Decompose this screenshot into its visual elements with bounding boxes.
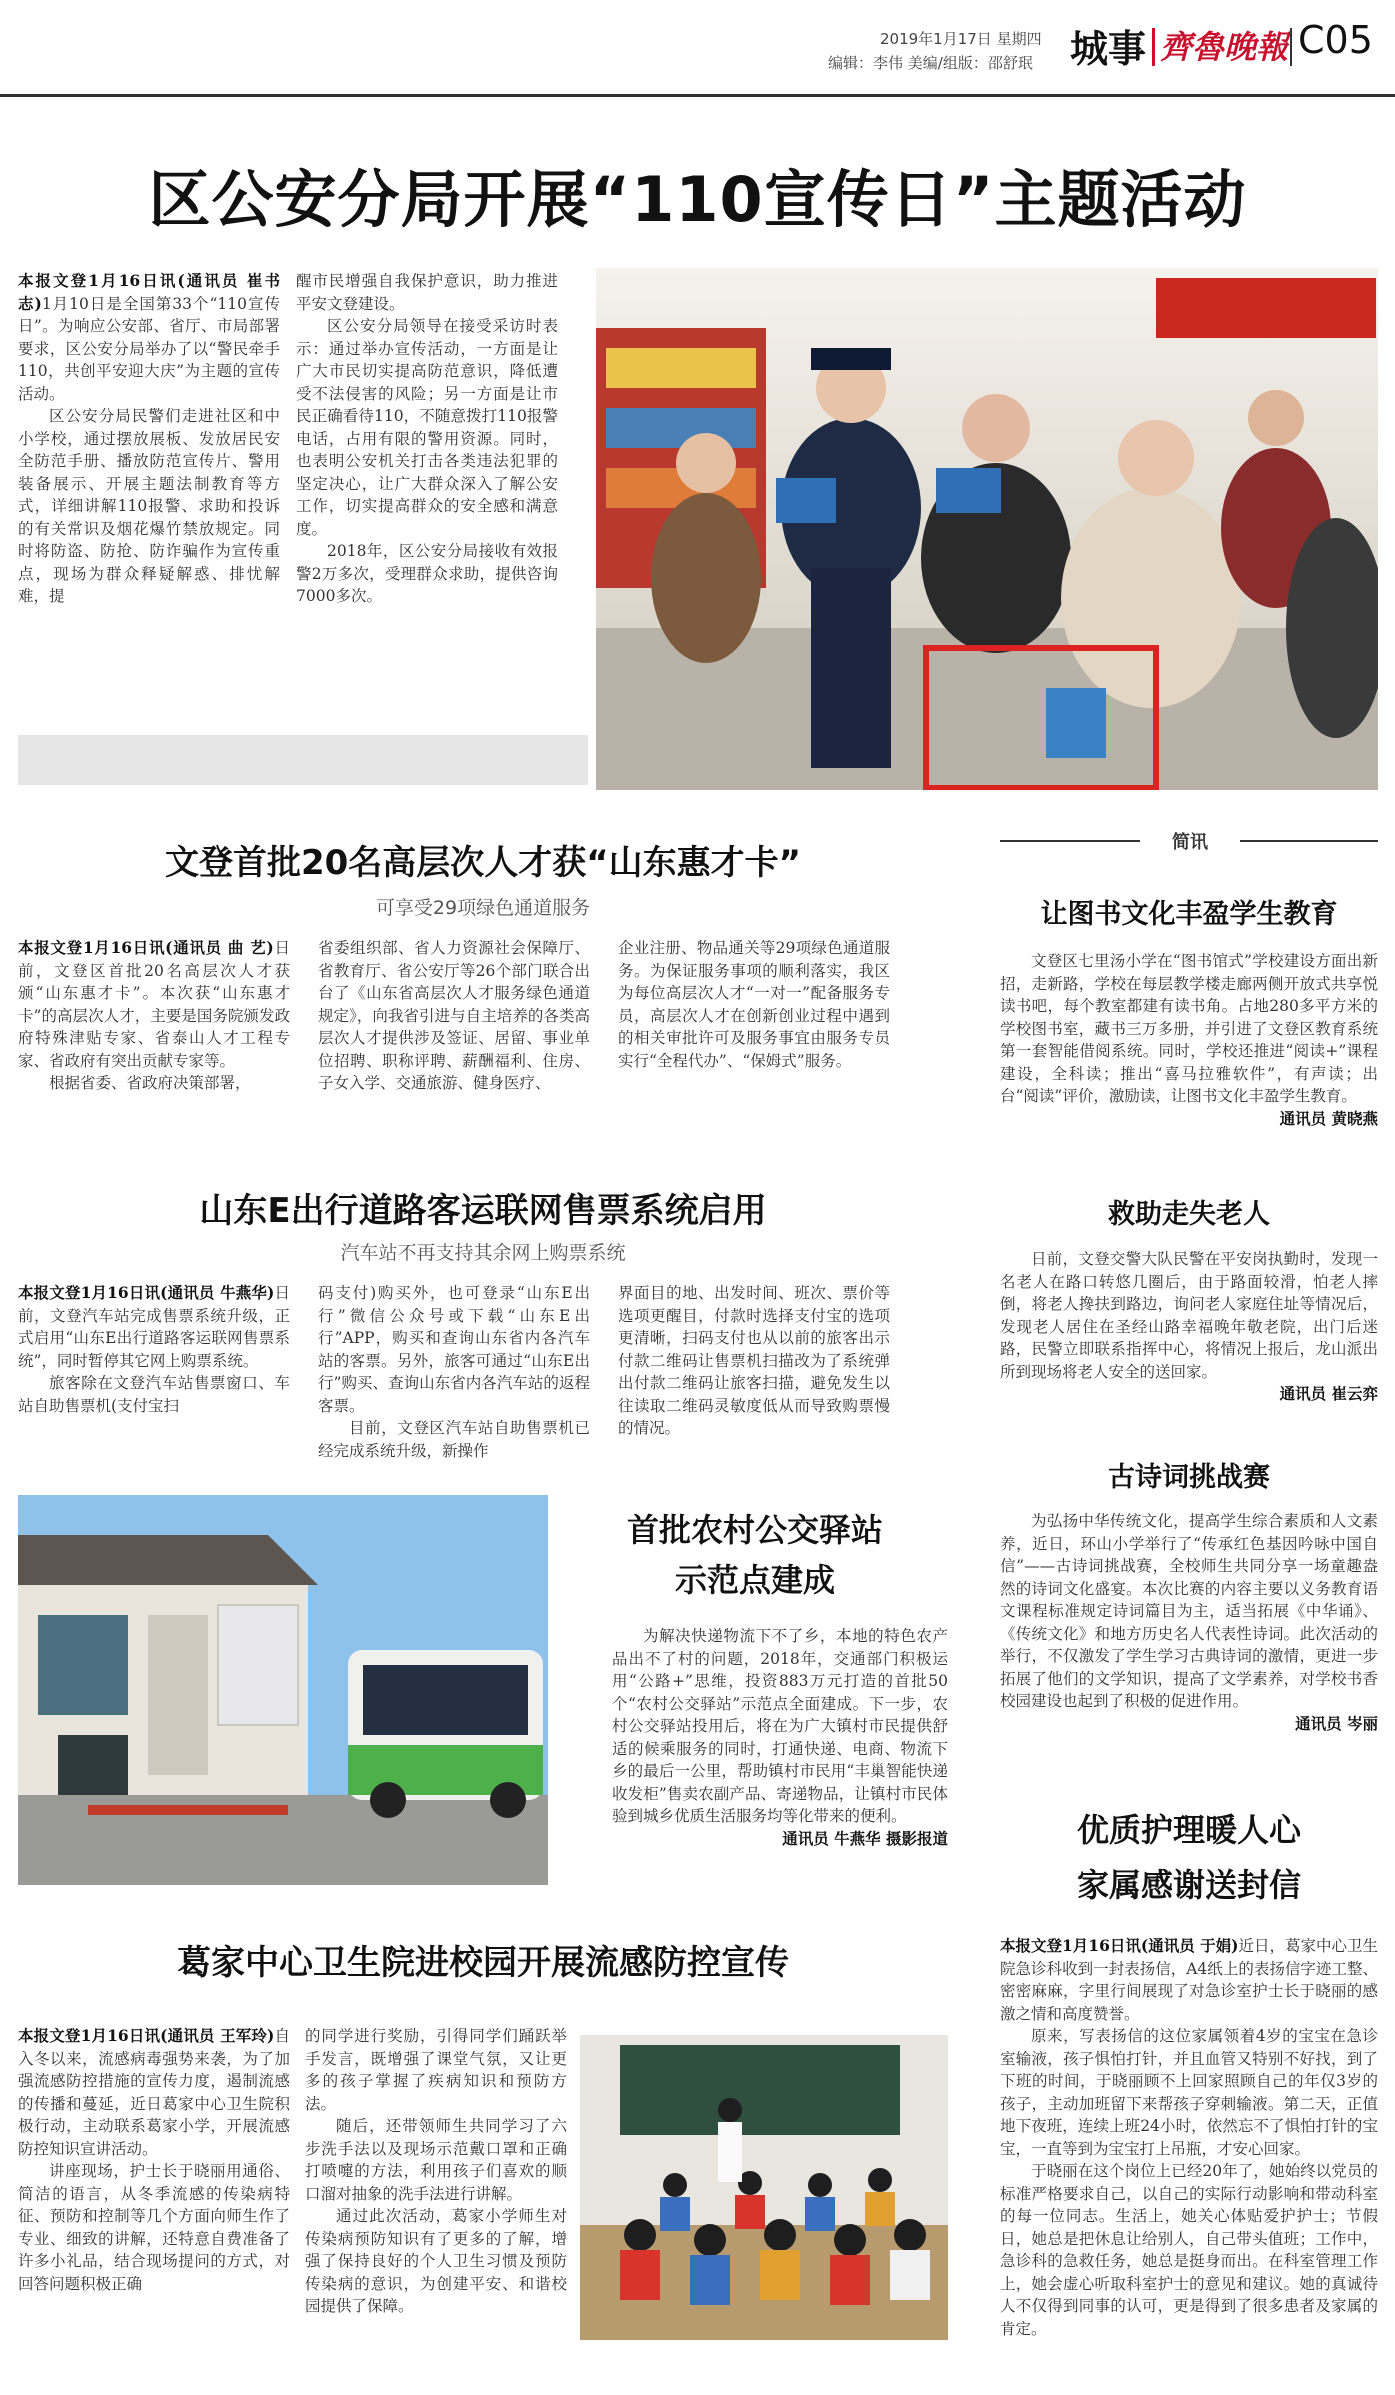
main-story-col1 — [18, 270, 280, 608]
flu-col1 — [18, 2025, 290, 2295]
talent-col1 — [18, 937, 290, 1095]
talent-p3: 省委组织部、省人力资源社会保障厅、省教育厅、省公安厅等26个部门联合出台了《山东省高层次人才服务绿色通道规定》，向我省引进与自主培养的各类高层次人才提供涉及签证、居留、事业单位招聘、职称评聘、薪酬福利、住房、子女入学、交通旅游、健身医疗、 — [318, 939, 590, 1092]
nurse-headline-line2: 家属感谢送封信 — [1076, 1866, 1301, 1904]
issue-date: 2019年1月17日 星期四 — [880, 30, 1042, 48]
ticket-p3: 码支付)购买外，也可登录“山东E出行”微信公众号或下载“山东E出行”APP，购买和查询山东省内各汽车站的客票。另外，旅客可通过“山东E出行”购买、查询山东省内各汽车站的返程客票。 — [318, 1284, 590, 1415]
editor-credits: 编辑：李伟 美编/组版：邵舒珉 — [828, 54, 1033, 72]
flu-headline: 葛家中心卫生院进校园开展流感防控宣传 — [177, 1943, 789, 1983]
top-rule — [0, 94, 1395, 97]
talent-col3 — [618, 937, 890, 1072]
bus-story-p1: 为解决快递物流下不了乡，本地的特色农产品出不了村的问题，2018年，交通部门积极运用“公路+”思维，投资883万元打造的首批50个“农村公交驿站”示范点全面建成。下一步，农村公交驿站投用后，将在为广大镇村市民提供舒适的候乘服务的同时，打通快递、电商、物流下乡的最后一公里，帮助镇村市民用“丰巢智能快递收发柜”售卖农副产品、寄递物品，让镇村市民体验到城乡优质生活服务均等化带来的便利。 — [612, 1627, 948, 1825]
brief2-text: 日前，文登交警大队民警在平安岗执勤时，发现一名老人在路口转悠几圈后，由于路面较滑，怕老人摔倒，将老人搀扶到路边，询问老人家庭住址等情况后，发现老人居住在圣经山路幸福晚年敬老院，出门后迷路，民警立即联系指挥中心，将情况上报后，龙山派出所到现场将老人安全的送回家。 — [1000, 1250, 1378, 1381]
brief1-byline: 通讯员 黄晓燕 — [1279, 1108, 1378, 1128]
main-story-p5: 2018年，区公安分局接收有效报警2万多次，受理群众求助，提供咨询7000多次。 — [296, 542, 558, 605]
ticket-headline: 山东E出行道路客运联网售票系统启用 — [199, 1191, 767, 1231]
talent-col2 — [318, 937, 590, 1095]
brief3-body — [1000, 1510, 1378, 1735]
classroom-image — [580, 2035, 948, 2340]
classroom-photo — [580, 2035, 948, 2340]
ticket-subhead: 汽车站不再支持其余网上购票系统 — [340, 1242, 626, 1264]
main-story-p2: 区公安分局民警们走进社区和中小学校，通过摆放展板、发放居民安全防范手册、播放防范宣传片、警用装备展示、开展主题法制教育等方式，详细讲解110报警、求助和投诉的有关常识及烟花爆竹禁放规定。同时将防盗、防抢、防诈骗作为宣传重点，现场为群众释疑解惑、排忧解难，提 — [18, 407, 280, 605]
brief2-body — [1000, 1248, 1378, 1406]
main-story-col2 — [296, 270, 558, 608]
nurse-headline-line1: 优质护理暖人心 — [1076, 1811, 1301, 1849]
section-name: 城事 — [1070, 27, 1147, 71]
rural-bus-station-photo — [18, 1495, 548, 1885]
talent-p2: 根据省委、省政府决策部署， — [49, 1074, 251, 1092]
talent-lead: 本报文登1月16日讯(通讯员 曲 艺) — [18, 938, 274, 957]
grey-band — [18, 735, 588, 785]
bus-story-body — [612, 1625, 948, 1850]
brief3-text: 为弘扬中华传统文化，提高学生综合素质和人文素养，近日，环山小学举行了“传承红色基因吟咏中国自信”——古诗词挑战赛，全校师生共同分享一场童趣盎然的诗词文化盛宴。本次比赛的内容主要以义务教育语文课程标准规定诗词篇目为主，适当拓展《中华诵》、《传统文化》和地方历史名人代表性诗词。此次活动的举行，不仅激发了学生学习古典诗词的激情，更进一步拓展了他们的文学知识，提高了文学素养，对学校书香校园建设也起到了积极的促进作用。 — [1000, 1512, 1378, 1710]
flu-p2: 讲座现场，护士长于晓丽用通俗、简洁的语言，从冬季流感的传染病特征、预防和控制等几个方面向师生作了专业、细致的讲解，还特意自费准备了许多小礼品，结合现场提问的方式，对回答问题积极正确 — [18, 2162, 290, 2293]
main-story-p3: 醒市民增强自我保护意识，助力推进平安文登建设。 — [296, 272, 558, 313]
ticket-p1: 日前，文登汽车站完成售票系统升级，正式启用“山东E出行道路客运联网售票系统”，同时暂停其它网上购票系统。 — [18, 1284, 290, 1370]
nurse-p2: 原来，写表扬信的这位家属领着4岁的宝宝在急诊室输液，孩子惧怕打针，并且血管又特别不好找，到了下班的时间，于晓丽顾不上回家照顾自己的年仅3岁的孩子，主动加班留下来帮孩子穿刺输液。第二天，正值地下夜班，连续上班24小时，依然忘不了惧怕打针的宝宝，一直等到为宝宝打上吊瓶，才安心回家。 — [1000, 2027, 1378, 2158]
nurse-p1: 近日，葛家中心卫生院急诊科收到一封表扬信，A4纸上的表扬信字迹工整、密密麻麻，字里行间展现了对急诊室护士长于晓丽的感激之情和高度赞誉。 — [1000, 1937, 1378, 2023]
ticket-lead: 本报文登1月16日讯(通讯员 牛燕华) — [18, 1283, 275, 1302]
main-headline: 区公安分局开展“110宣传日”主题活动 — [148, 163, 1247, 236]
brief3-byline: 通讯员 岑丽 — [1295, 1713, 1378, 1733]
bus-headline-line1: 首批农村公交驿站 — [626, 1511, 883, 1549]
header-divider — [1152, 28, 1155, 66]
ticket-col1 — [18, 1282, 290, 1417]
police-outreach-photo — [596, 268, 1378, 790]
brief1-text: 文登区七里汤小学在“图书馆式”学校建设方面出新招，走新路，学校在每层教学楼走廊两侧开放式共享悦读书吧，每个教室都建有读书角。占地280多平方米的学校图书室，藏书三万多册，并引进了文登区教育系统第一套智能借阅系统。同时，学校还推进“阅读+”课程建设，全科读；推出“喜马拉雅软件”，有声读；出台“阅读”评价，激励读，让图书文化丰盈学生教育。 — [1000, 952, 1378, 1105]
nurse-p3: 于晓丽在这个岗位上已经20年了，她始终以党员的标准严格要求自己，以自己的实际行动影响和带动科室的每一位同志。生活上，她关心体贴爱护护士；节假日，她总是把休息让给别人，自己带头值班；工作中，急诊科的急救任务，她总是挺身而出。在科室管理工作上，她会虚心听取科室护士的意见和建议。她的真诚待人不仅得到同事的认可，更是得到了很多患者及家属的肯定。 — [1000, 2162, 1378, 2338]
bus-story-byline: 通讯员 牛燕华 摄影报道 — [782, 1828, 948, 1848]
flu-p3: 的同学进行奖励，引得同学们踊跃举手发言，既增强了课堂气氛，又让更多的孩子掌握了疾病知识和预防方法。 — [305, 2027, 567, 2113]
talent-p1: 日前，文登区首批20名高层次人才获颁“山东惠才卡”。本次获“山东惠才卡”的高层次人才，主要是国务院颁发政府特殊津贴专家、省泰山人才工程专家、省政府有突出贡献专家等。 — [18, 939, 290, 1070]
flu-lead: 本报文登1月16日讯(通讯员 王军玲) — [18, 2026, 275, 2045]
talent-p4: 企业注册、物品通关等29项绿色通道服务。为保证服务事项的顺利落实，我区为每位高层次人才“一对一”配备服务专员，高层次人才在创新创业过程中遇到的相关审批许可及服务事宜由服务专员实行“全程代办”、“保姆式”服务。 — [618, 939, 890, 1070]
brief1-title: 让图书文化丰盈学生教育 — [1040, 899, 1338, 930]
brief1-body — [1000, 950, 1378, 1130]
flu-p5: 通过此次活动，葛家小学师生对传染病预防知识有了更多的了解，增强了保持良好的个人卫生习惯及预防传染病的意识，为创建平安、和谐校园提供了保障。 — [305, 2207, 567, 2315]
bus-headline-line2: 示范点建成 — [674, 1561, 835, 1599]
ticket-p2: 旅客除在文登汽车站售票窗口、车站自助售票机(支付宝扫 — [18, 1374, 290, 1415]
newspaper-logo: 齊魯晚報 — [1160, 28, 1289, 66]
brief2-title: 救助走失老人 — [1108, 1199, 1270, 1230]
ticket-col2 — [318, 1282, 590, 1462]
flu-col2 — [305, 2025, 567, 2318]
nurse-story-body — [1000, 1935, 1378, 2340]
flu-p4: 随后，还带领师生共同学习了六步洗手法以及现场示范戴口罩和正确打喷嚏的方法，利用孩子们喜欢的顺口溜对抽象的洗手法进行讲解。 — [305, 2117, 567, 2203]
bus-station-image — [18, 1495, 548, 1885]
supermarket-scene-image — [596, 268, 1378, 790]
page-number: C05 — [1298, 18, 1373, 62]
ticket-p5: 界面目的地、出发时间、班次、票价等选项更醒目，付款时选择支付宝的选项更清晰，扫码支付也从以前的旅客出示付款二维码让售票机扫描改为了系统弹出付款二维码让旅客扫描，避免发生以往读取二维码灵敏度低从而导致购票慢的情况。 — [618, 1284, 890, 1437]
ticket-col3 — [618, 1282, 890, 1440]
ticket-p4: 目前，文登区汽车站自助售票机已经完成系统升级，新操作 — [318, 1419, 590, 1460]
brief3-title: 古诗词挑战赛 — [1108, 1462, 1270, 1493]
talent-headline: 文登首批20名高层次人才获“山东惠才卡” — [164, 843, 801, 883]
nurse-lead: 本报文登1月16日讯(通讯员 于娟) — [1000, 1936, 1239, 1955]
brief2-byline: 通讯员 崔云弈 — [1279, 1384, 1378, 1403]
main-story-p4: 区公安分局领导在接受采访时表示：通过举办宣传活动，一方面是让广大市民切实提高防范意识，降低遭受不法侵害的风险；另一方面是让市民正确看待110，不随意拨打110报警电话，占用有限的警用资源。同时，也表明公安机关打击各类违法犯罪的坚定决心，让广大群众深入了解公安工作，切实提高群众的安全感和满意度。 — [296, 317, 558, 538]
talent-subhead: 可享受29项绿色通道服务 — [375, 897, 591, 919]
main-story-p1: 1月10日是全国第33个“110宣传日”。为响应公安部、省厅、市局部署要求，区公安分局举办了以“警民牵手110，共创平安迎大庆”为主题的宣传活动。 — [18, 294, 280, 403]
header-divider-2 — [1290, 28, 1292, 66]
main-story-lead: 本报文登1月16日讯(通讯员 崔书志) — [18, 271, 280, 313]
flu-p1: 自入冬以来，流感病毒强势来袭，为了加强流感防控措施的宣传力度，遏制流感的传播和蔓延，近日葛家中心卫生院积极行动，主动联系葛家小学，开展流感防控知识宣讲活动。 — [18, 2027, 290, 2158]
briefs-label: 简讯 — [1140, 828, 1240, 854]
